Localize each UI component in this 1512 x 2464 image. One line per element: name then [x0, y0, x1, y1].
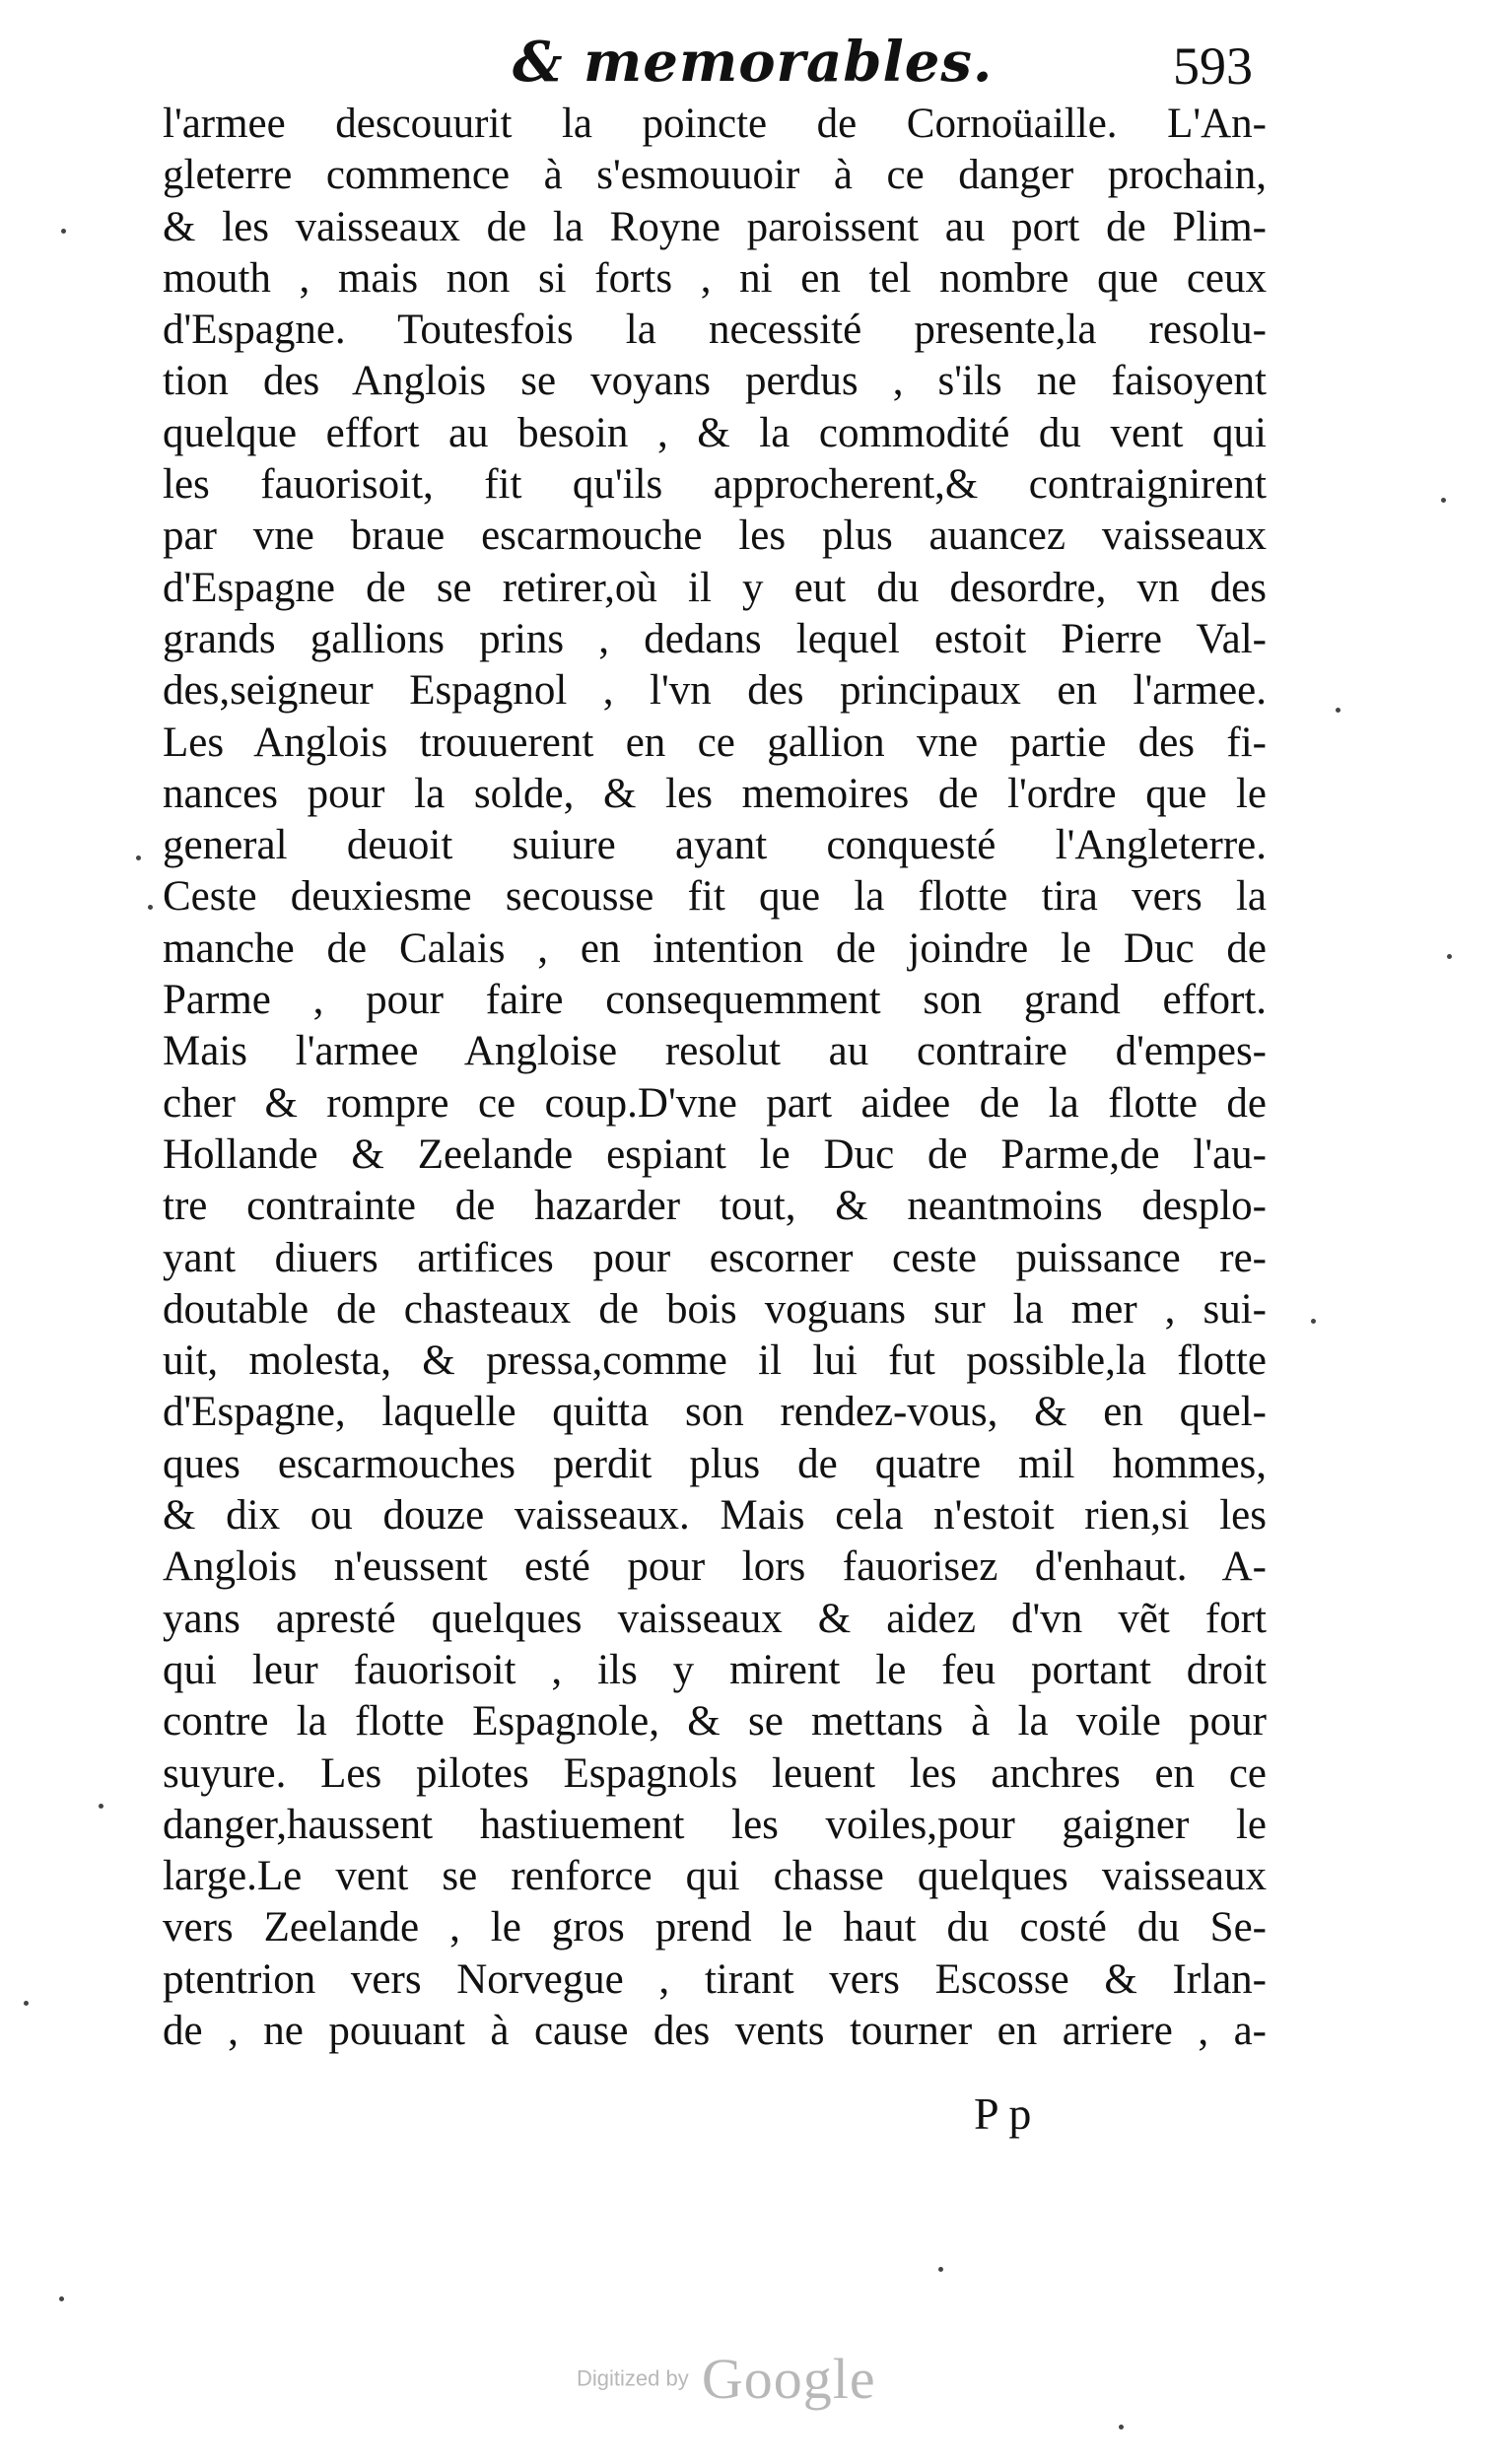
text-line: d'Espagne de se retirer,où il y eut du desordre, vn des [163, 564, 1267, 611]
text-line: Anglois n'eussent esté pour lors fauorisez d'enhaut. A- [163, 1543, 1267, 1591]
page-number: 593 [1173, 36, 1253, 96]
scan-speck [1441, 498, 1446, 503]
text-line: Ceste deuxiesme secousse fit que la flotte tira vers la [163, 873, 1267, 921]
text-line: nances pour la solde, & les memoires de l'ordre que le [163, 770, 1267, 817]
text-line: & dix ou douze vaisseaux. Mais cela n'estoit rien,si les [163, 1492, 1267, 1540]
text-line: large.Le vent se renforce qui chasse quelques vaisseaux [163, 1853, 1267, 1900]
text-line: les fauorisoit, fit qu'ils approcherent,& contraignirent [163, 461, 1267, 509]
text-line: quelque effort au besoin , & la commodité du vent qui [163, 409, 1267, 456]
text-line: par vne braue escarmouche les plus auancez vaisseaux [163, 513, 1267, 560]
scan-speck [61, 229, 66, 234]
text-line: cher & rompre ce coup.D'vne part aidee de la flotte de [163, 1079, 1267, 1127]
text-line: yans apresté quelques vaisseaux & aidez d'vn vẽt fort [163, 1595, 1267, 1642]
text-line: Les Anglois trouuerent en ce gallion vne partie des fi- [163, 719, 1267, 766]
text-line: doutable de chasteaux de bois voguans sur la mer , sui- [163, 1285, 1267, 1333]
scan-speck [59, 2296, 64, 2301]
text-line: de , ne pouuant à cause des vents tourner en arriere , a- [163, 2007, 1267, 2054]
scan-speck [136, 856, 141, 860]
watermark-logo: Google [701, 2347, 876, 2411]
scan-speck [1336, 708, 1340, 713]
text-line: grands gallions prins , dedans lequel estoit Pierre Val- [163, 615, 1267, 662]
text-line: tre contrainte de hazarder tout, & neantmoins desplo- [163, 1183, 1267, 1230]
text-line: Hollande & Zeelande espiant le Duc de Parme,de l'au- [163, 1130, 1267, 1178]
scan-speck [938, 2267, 943, 2272]
text-line: ptentrion vers Norvegue , tirant vers Escosse & Irlan- [163, 1955, 1267, 2003]
text-line: uit, molesta, & pressa,comme il lui fut possible,la flotte [163, 1337, 1267, 1385]
text-line: & les vaisseaux de la Royne paroissent au port de Plim- [163, 203, 1267, 250]
text-line: mouth , mais non si forts , ni en tel nombre que ceux [163, 254, 1267, 302]
text-line: tion des Anglois se voyans perdus , s'ils ne faisoyent [163, 358, 1267, 405]
text-line: l'armee descouurit la poincte de Cornoüaille. L'An- [163, 101, 1267, 147]
text-line: gleterre commence à s'esmouuoir à ce danger prochain, [163, 152, 1267, 199]
text-line: danger,haussent hastiuement les voiles,pour gaigner le [163, 1801, 1267, 1848]
text-line: d'Espagne, laquelle quitta son rendez-vous, & en quel- [163, 1389, 1267, 1436]
text-line: general deuoit suiure ayant conquesté l'Angleterre. [163, 822, 1267, 869]
scan-speck [1311, 1319, 1316, 1324]
text-line: contre la flotte Espagnole, & se mettans à la voile pour [163, 1698, 1267, 1745]
text-line: vers Zeelande , le gros prend le haut du costé du Se- [163, 1904, 1267, 1951]
text-line: ques escarmouches perdit plus de quatre mil hommes, [163, 1440, 1267, 1487]
text-line: d'Espagne. Toutesfois la necessité presente,la resolu- [163, 307, 1267, 354]
scan-speck [1447, 954, 1452, 959]
watermark-prefix: Digitized by [577, 2365, 689, 2391]
text-line: Mais l'armee Angloise resolut au contraire d'empes- [163, 1028, 1267, 1075]
catchword: P p [974, 2088, 1032, 2139]
text-line: qui leur fauorisoit , ils y mirent le feu portant droit [163, 1646, 1267, 1693]
text-line: Parme , pour faire consequemment son grand effort. [163, 977, 1267, 1024]
body-text [163, 99, 1267, 2057]
scan-speck [99, 1804, 103, 1809]
scan-speck [1119, 2425, 1124, 2430]
scan-speck [24, 2001, 29, 2006]
digitization-watermark [577, 2346, 876, 2412]
text-line: manche de Calais , en intention de joindre le Duc de [163, 924, 1267, 972]
scan-speck [148, 905, 153, 910]
text-line: suyure. Les pilotes Espagnols leuent les anchres en ce [163, 1749, 1267, 1797]
text-line: des,seigneur Espagnol , l'vn des principaux en l'armee. [163, 667, 1267, 715]
text-line: yant diuers artifices pour escorner ceste puissance re- [163, 1234, 1267, 1281]
running-title: & memorables. [513, 30, 994, 95]
